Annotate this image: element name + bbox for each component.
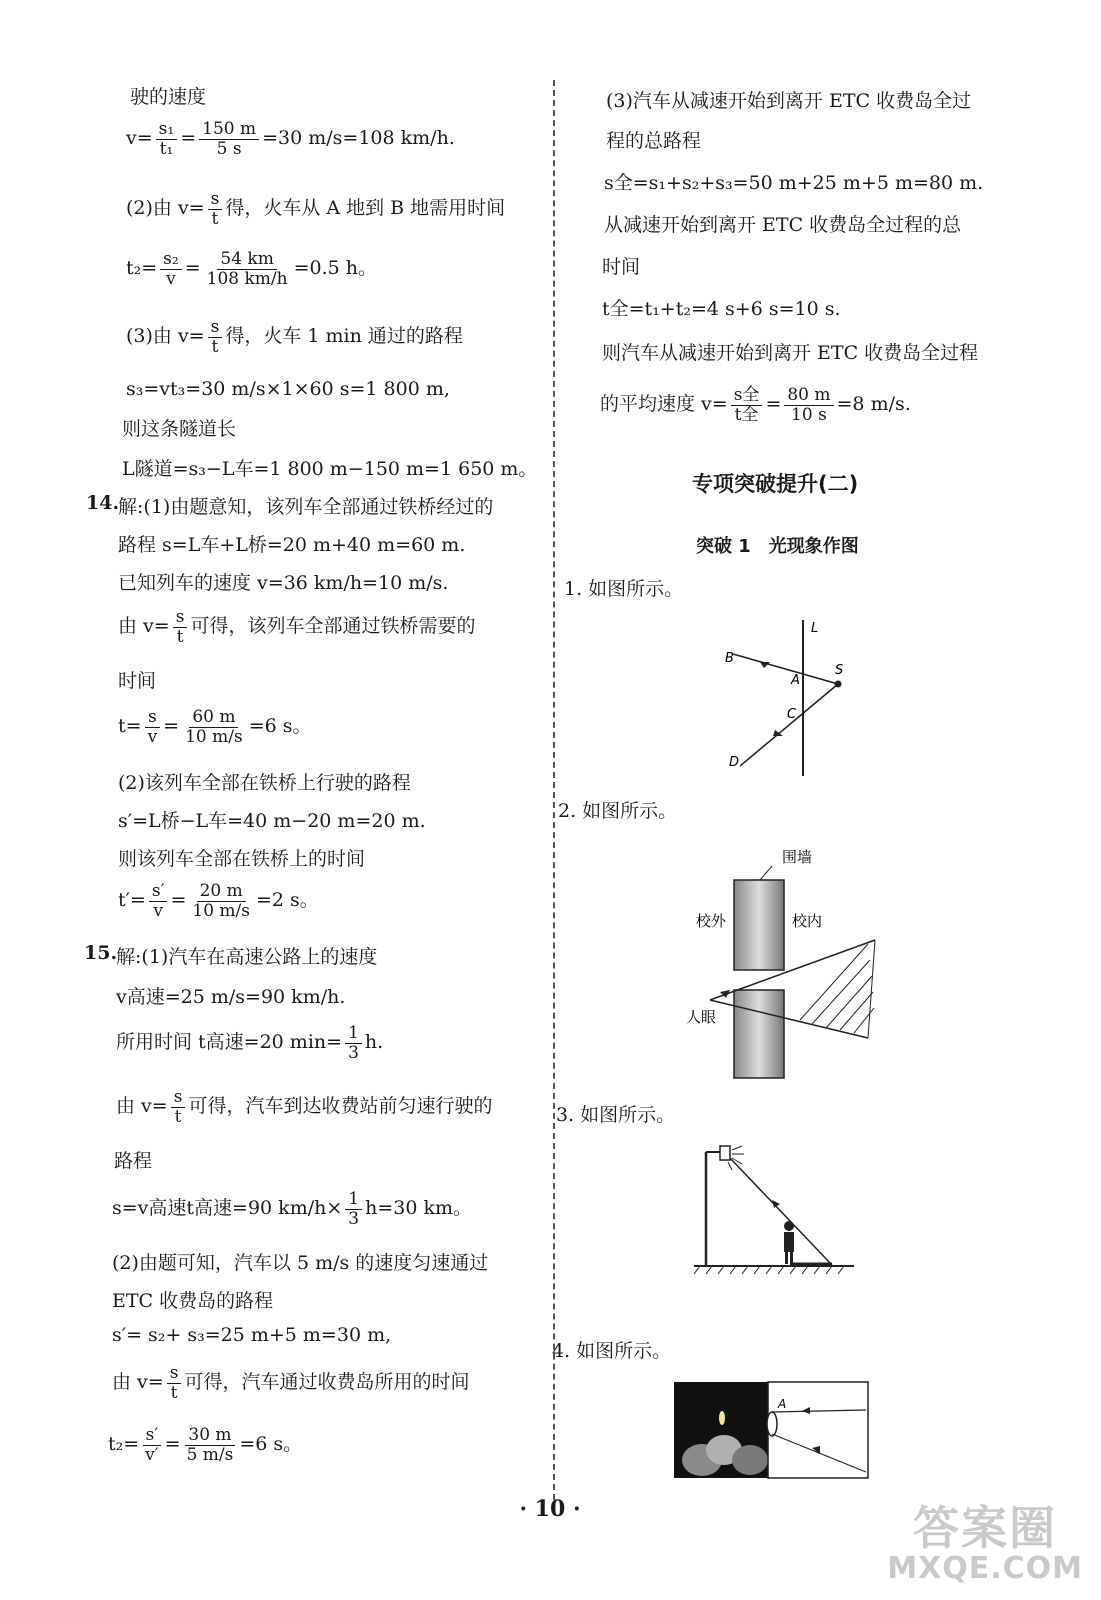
text-line (116, 1024, 383, 1062)
wall-upper (734, 880, 784, 970)
text-line (126, 318, 463, 356)
fraction (149, 882, 168, 920)
label-wall: 围墙 (782, 848, 813, 866)
text-line: 路程 (114, 1150, 153, 1172)
wall-lower (734, 990, 784, 1078)
fraction (171, 1088, 186, 1126)
fraction (345, 1190, 362, 1228)
text-line: 路程 s=L车+L桥=20 m+40 m=60 m. (118, 534, 466, 556)
watermark (887, 1501, 1083, 1586)
equation-speed: v= $\frac{\text{s₁}}{\text{t₁}}$ = $\frac{150 m}{5 s}$ =30 m/s=108 km/h. (126, 119, 455, 159)
equation: t₂= $\frac{s'}{v'}$ = $\frac{30 m}{5 m/s}$ =6 s。 (108, 1425, 303, 1465)
numerator: s₁ (156, 120, 178, 140)
label-eye: 人眼 (686, 1008, 717, 1026)
section-title: 专项突破提升(二) (692, 472, 859, 496)
text-line: 时间 (118, 670, 157, 692)
denominator: 10 s (791, 404, 827, 425)
hatch (800, 944, 874, 1033)
eq-text: =2 s。 (256, 889, 319, 912)
text-line: 从减速开始到离开 ETC 收费岛全过程的总 (604, 214, 962, 236)
figure-3-lamp-shadow (690, 1140, 860, 1280)
text: 由 v= (116, 1095, 168, 1118)
text-line: v高速=25 m/s=90 km/h. (116, 986, 346, 1008)
text-line (126, 190, 505, 228)
text-line: 则汽车从减速开始到离开 ETC 收费岛全过程 (602, 342, 979, 364)
text: h=30 km。 (365, 1197, 472, 1220)
candle-flame (719, 1411, 725, 1425)
label-S: S (835, 663, 844, 678)
equation: t= $\frac{s}{v}$ = $\frac{60 m}{10 m/s}$ =6 s。 (118, 707, 312, 747)
numerator: s₂ (160, 250, 182, 270)
text-line (112, 1190, 472, 1228)
ray-S-B (733, 654, 838, 684)
numerator: s (171, 1088, 186, 1108)
denominator: 5 m/s (186, 1444, 234, 1465)
text: (2)由 v= (126, 197, 205, 220)
denominator: v (147, 726, 158, 747)
denominator: 10 m/s (192, 900, 250, 921)
denominator: 5 s (216, 138, 242, 159)
eq-text: t₂= (108, 1433, 140, 1456)
fraction (184, 1426, 237, 1464)
label-A: A (778, 1397, 787, 1411)
text: 所用时间 t高速=20 min= (116, 1031, 343, 1054)
numerator: s (208, 318, 223, 338)
numerator: s (208, 190, 223, 210)
fraction (160, 250, 182, 288)
column-divider (553, 80, 555, 1500)
numerator: s′ (143, 1426, 162, 1446)
text-line (112, 1364, 469, 1402)
equation-average-speed: 的平均速度 v= $\frac{\text{s全}}{\text{t全}}$ = $\frac{80 m}{10 s}$ =8 m/s. (600, 385, 911, 425)
label-A: A (791, 673, 800, 688)
label-C: C (787, 707, 797, 722)
lens (767, 1412, 777, 1436)
text-line: t全=t₁+t₂=4 s+6 s=10 s. (602, 298, 841, 320)
denominator: t (170, 1382, 178, 1403)
denominator: t (174, 1106, 182, 1127)
numerator: 60 m (189, 708, 238, 728)
denominator: 3 (348, 1042, 359, 1063)
question-number: 14. (86, 492, 120, 514)
text-line: s₃=vt₃=30 m/s×1×60 s=1 800 m, (126, 378, 450, 400)
item-4: 4. 如图所示。 (552, 1340, 672, 1362)
numerator: 1 (345, 1024, 362, 1044)
eq-text: =30 m/s=108 km/h. (262, 127, 455, 150)
eq-text: =6 s。 (239, 1433, 303, 1456)
lamp-head (720, 1146, 730, 1160)
numerator: 150 m (199, 120, 259, 140)
denominator: 10 m/s (185, 726, 243, 747)
label-D: D (729, 755, 740, 770)
view-limit (868, 940, 875, 1038)
figure-2-wall (686, 840, 890, 1080)
text-line: (3)汽车从减速开始到离开 ETC 收费岛全过 (606, 90, 972, 112)
text-line: 驶的速度 (130, 86, 207, 108)
fraction (784, 386, 833, 424)
fraction (199, 120, 259, 158)
text: 得，火车 1 min 通过的路程 (225, 325, 463, 348)
item-1: 1. 如图所示。 (564, 578, 684, 600)
numerator: 30 m (185, 1426, 234, 1446)
text-line: 则这条隧道长 (122, 418, 237, 440)
eq-text: =0.5 h。 (293, 257, 378, 280)
numerator: s′ (149, 882, 168, 902)
watermark-url: MXQE.COM (887, 1551, 1083, 1586)
denominator: t (176, 626, 184, 647)
eq-text: =6 s。 (248, 715, 312, 738)
question-number: 15. (84, 942, 118, 964)
text-line: 已知列车的速度 v=36 km/h=10 m/s. (118, 572, 449, 594)
shadow-ray (730, 1158, 832, 1265)
text: s=v高速t高速=90 km/h× (112, 1197, 343, 1220)
text-line: s′=L桥−L车=40 m−20 m=20 m. (118, 810, 426, 832)
text-line: L隧道=s₃−L车=1 800 m−150 m=1 650 m。 (122, 458, 538, 480)
eq-text: t= (118, 715, 142, 738)
text-line (116, 1088, 492, 1126)
denominator: t (211, 208, 219, 229)
eq-text: t′= (118, 889, 146, 912)
fraction (182, 708, 246, 746)
fraction (145, 708, 161, 746)
item-3: 3. 如图所示。 (556, 1104, 676, 1126)
fraction (731, 386, 763, 424)
label-B: B (725, 651, 734, 666)
fraction (167, 1364, 182, 1402)
numerator: 80 m (784, 386, 833, 406)
text-line: 时间 (602, 256, 641, 278)
text-line: 解:(1)由题意知，该列车全部通过铁桥经过的 (118, 496, 494, 518)
numerator: s (145, 708, 160, 728)
label-outside: 校外 (696, 912, 727, 930)
text-line: (2)由题可知，汽车以 5 m/s 的速度匀速通过 (112, 1252, 489, 1274)
numerator: s全 (731, 386, 763, 406)
label-inside: 校内 (792, 912, 823, 930)
fraction (189, 882, 253, 920)
text-line: (2)该列车全部在铁桥上行驶的路程 (118, 772, 411, 794)
text-line: s全=s₁+s₂+s₃=50 m+25 m+5 m=80 m. (604, 172, 984, 194)
text-line: 解:(1)汽车在高速公路上的速度 (116, 946, 378, 968)
point-S (835, 681, 842, 688)
text: =8 m/s. (836, 393, 911, 416)
text-line (118, 608, 475, 646)
numerator: 54 km (217, 250, 276, 270)
figure-1-reflection (715, 618, 855, 778)
text: 由 v= (112, 1371, 164, 1394)
text: 得，火车从 A 地到 B 地需用时间 (225, 197, 506, 220)
label-L: L (811, 621, 819, 636)
text: h. (364, 1031, 384, 1054)
sub-title: 突破 1 光现象作图 (696, 536, 859, 557)
equation: t′= $\frac{s'}{v}$ = $\frac{20 m}{10 m/s}$ =2 s。 (118, 881, 319, 921)
fraction (208, 318, 223, 356)
numerator: s (173, 608, 188, 628)
fraction (208, 190, 223, 228)
fraction (156, 120, 178, 158)
text-line: 则该列车全部在铁桥上的时间 (118, 848, 366, 870)
text-line: ETC 收费岛的路程 (112, 1290, 274, 1312)
text: 可得，汽车通过收费岛所用的时间 (184, 1371, 470, 1394)
denominator: 3 (348, 1208, 360, 1229)
text: 可得，该列车全部通过铁桥需要的 (190, 615, 476, 638)
eq-text: v= (126, 127, 153, 150)
arrow-head (760, 662, 770, 668)
denominator: t全 (734, 404, 759, 425)
numerator: 1 (345, 1190, 362, 1210)
text: 由 v= (118, 615, 170, 638)
ground-hatch (694, 1266, 844, 1274)
numerator: 20 m (197, 882, 246, 902)
figure-4-candle-eye (672, 1380, 872, 1480)
text: (3)由 v= (126, 325, 205, 348)
fraction (204, 250, 291, 288)
denominator: v (166, 268, 176, 289)
text-line: 程的总路程 (606, 130, 702, 152)
skull-right (732, 1445, 768, 1475)
ray-S-D (740, 684, 838, 766)
fraction (345, 1024, 362, 1062)
fraction (142, 1426, 161, 1464)
watermark-logo-text: 答案圈 (913, 1501, 1058, 1555)
equation-time: t₂= $\frac{\text{s₂}}{v}$ = $\frac{54 km}{108 km/h}$ =0.5 h。 (126, 249, 378, 289)
denominator: 108 km/h (206, 268, 288, 289)
denominator: v′ (145, 1444, 159, 1465)
numerator: s (167, 1364, 182, 1384)
eq-text: t₂= (126, 257, 158, 280)
wall-pointer (760, 866, 772, 880)
denominator: t (211, 336, 219, 357)
page-number: · 10 · (519, 1496, 581, 1522)
denominator: t₁ (159, 138, 174, 159)
text: 的平均速度 v= (600, 393, 728, 416)
item-2: 2. 如图所示。 (558, 800, 678, 822)
fraction (173, 608, 188, 646)
person (784, 1221, 794, 1264)
text: 可得，汽车到达收费站前匀速行驶的 (188, 1095, 493, 1118)
denominator: v (153, 900, 163, 921)
text-line: s′= s₂+ s₃=25 m+5 m=30 m, (112, 1324, 392, 1346)
